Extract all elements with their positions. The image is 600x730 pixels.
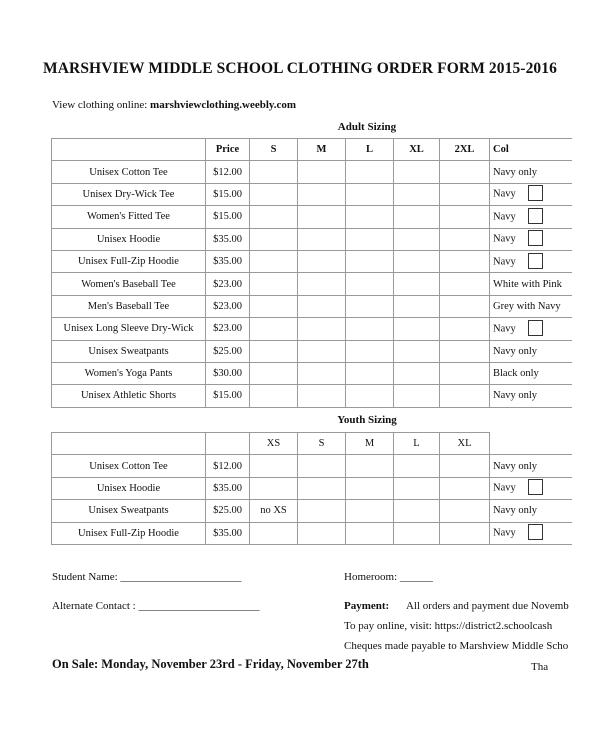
item-price: $35.00: [206, 250, 250, 272]
adult-sizing-table: [51, 138, 572, 408]
on-sale-text: On Sale: Monday, November 23rd - Friday, November 27th: [52, 657, 369, 671]
header-m: M: [346, 433, 394, 455]
qty-xs-cell[interactable]: [250, 522, 298, 544]
qty-s-cell[interactable]: [250, 295, 298, 317]
online-label: View clothing online:: [52, 99, 148, 111]
qty-m-cell[interactable]: [346, 522, 394, 544]
color-cell: [490, 295, 572, 317]
qty-xl-cell[interactable]: [440, 500, 490, 522]
qty-m-cell[interactable]: [298, 161, 346, 183]
qty-l-cell[interactable]: [394, 500, 440, 522]
qty-l-cell[interactable]: [346, 228, 394, 250]
qty-m-cell[interactable]: [298, 273, 346, 295]
table-row: [52, 340, 572, 362]
adult-sizing-label: Adult Sizing: [337, 121, 397, 133]
qty-l-cell[interactable]: [346, 250, 394, 272]
header-item-cell: [52, 433, 206, 455]
item-price: $12.00: [206, 161, 250, 183]
table-row: [52, 161, 572, 183]
qty-l-cell[interactable]: [346, 340, 394, 362]
table-row: [52, 228, 572, 250]
qty-xl-cell[interactable]: [394, 340, 440, 362]
qty-m-cell[interactable]: [298, 183, 346, 205]
youth-sizing-table: [51, 432, 572, 545]
qty-xs-cell[interactable]: [250, 477, 298, 499]
table-row: [52, 295, 572, 317]
qty-m-cell[interactable]: [298, 228, 346, 250]
online-line: [52, 99, 296, 111]
item-name: Unisex Sweatpants: [52, 340, 206, 362]
item-name: Women's Baseball Tee: [52, 273, 206, 295]
qty-xs-cell[interactable]: [250, 455, 298, 477]
qty-2xl-cell[interactable]: [440, 183, 490, 205]
thanks-text: Tha: [531, 661, 549, 673]
student-name-field[interactable]: Student Name: ______________________: [52, 571, 242, 583]
qty-m-cell[interactable]: [346, 455, 394, 477]
color-label: Grey with Navy: [493, 300, 561, 312]
color-checkbox[interactable]: [528, 208, 543, 224]
qty-xl-cell[interactable]: [440, 477, 490, 499]
qty-xl-cell[interactable]: [394, 295, 440, 317]
header-xl: XL: [394, 139, 440, 161]
qty-l-cell[interactable]: [346, 161, 394, 183]
color-label: Navy: [493, 256, 516, 268]
color-label: Navy only: [493, 460, 538, 472]
qty-l-cell[interactable]: [394, 522, 440, 544]
item-price: $23.00: [206, 295, 250, 317]
color-label: Navy only: [493, 505, 538, 517]
item-price: $30.00: [206, 362, 250, 384]
header-price: Price: [206, 139, 250, 161]
item-name: Unisex Sweatpants: [52, 500, 206, 522]
qty-s-cell[interactable]: [250, 250, 298, 272]
item-name: Unisex Cotton Tee: [52, 455, 206, 477]
item-price: $15.00: [206, 183, 250, 205]
qty-l-cell[interactable]: [394, 477, 440, 499]
table-row: [52, 362, 572, 384]
qty-2xl-cell[interactable]: [440, 318, 490, 340]
qty-xl-cell[interactable]: [394, 183, 440, 205]
table-header-row: [52, 433, 572, 455]
table-header-row: [52, 139, 572, 161]
youth-sizing-label: Youth Sizing: [337, 414, 397, 426]
qty-l-cell[interactable]: [346, 385, 394, 407]
qty-xl-cell[interactable]: [394, 273, 440, 295]
pay-online-text: To pay online, visit: https://district2.schoolcash: [344, 620, 553, 632]
color-cell: [490, 273, 572, 295]
qty-xl-cell[interactable]: [440, 455, 490, 477]
item-name: Unisex Long Sleeve Dry-Wick: [52, 318, 206, 340]
table-row: [52, 500, 572, 522]
item-price: $35.00: [206, 228, 250, 250]
qty-s-cell[interactable]: [250, 362, 298, 384]
item-name: Unisex Hoodie: [52, 477, 206, 499]
qty-xl-cell[interactable]: [440, 522, 490, 544]
header-2xl: 2XL: [440, 139, 490, 161]
color-label: Navy: [493, 527, 516, 539]
color-cell: [490, 183, 572, 205]
color-checkbox[interactable]: [528, 524, 543, 540]
qty-l-cell[interactable]: [346, 362, 394, 384]
item-name: Unisex Athletic Shorts: [52, 385, 206, 407]
header-xl: XL: [440, 433, 490, 455]
qty-xl-cell[interactable]: [394, 385, 440, 407]
item-price: $15.00: [206, 385, 250, 407]
payment-label: Payment:: [344, 600, 390, 612]
header-item-cell: [52, 139, 206, 161]
qty-2xl-cell[interactable]: [440, 362, 490, 384]
alternate-contact-field[interactable]: Alternate Contact : ______________________: [52, 600, 260, 612]
header-s: S: [250, 139, 298, 161]
qty-xl-cell[interactable]: [394, 161, 440, 183]
color-cell: [490, 362, 572, 384]
color-label: Navy only: [493, 345, 538, 357]
color-label: Navy only: [493, 166, 538, 178]
color-checkbox[interactable]: [528, 230, 543, 246]
color-cell: [490, 500, 572, 522]
color-checkbox[interactable]: [528, 185, 543, 201]
cheques-text: Cheques made payable to Marshview Middle Scho: [344, 640, 569, 652]
color-cell: [490, 522, 572, 544]
qty-l-cell[interactable]: [346, 183, 394, 205]
item-name: Unisex Hoodie: [52, 228, 206, 250]
qty-s-cell[interactable]: [250, 206, 298, 228]
qty-xl-cell[interactable]: [394, 318, 440, 340]
item-name: Men's Baseball Tee: [52, 295, 206, 317]
qty-s-cell[interactable]: [298, 477, 346, 499]
color-cell: [490, 206, 572, 228]
color-cell: [490, 477, 572, 499]
table-row: [52, 477, 572, 499]
item-price: $15.00: [206, 206, 250, 228]
qty-s-cell[interactable]: [250, 385, 298, 407]
qty-l-cell[interactable]: [346, 206, 394, 228]
qty-2xl-cell[interactable]: [440, 228, 490, 250]
qty-2xl-cell[interactable]: [440, 340, 490, 362]
qty-s-cell[interactable]: [250, 228, 298, 250]
qty-s-cell[interactable]: [250, 318, 298, 340]
qty-s-cell[interactable]: [250, 161, 298, 183]
qty-2xl-cell[interactable]: [440, 206, 490, 228]
homeroom-field[interactable]: Homeroom: ______: [344, 571, 433, 583]
item-price: $23.00: [206, 273, 250, 295]
qty-2xl-cell[interactable]: [440, 250, 490, 272]
item-price: $35.00: [206, 522, 250, 544]
qty-m-cell[interactable]: [298, 385, 346, 407]
header-l: L: [394, 433, 440, 455]
qty-m-cell[interactable]: [298, 250, 346, 272]
qty-2xl-cell[interactable]: [440, 161, 490, 183]
qty-xl-cell[interactable]: [394, 362, 440, 384]
color-label: Navy only: [493, 390, 538, 402]
color-checkbox[interactable]: [528, 479, 543, 495]
qty-m-cell[interactable]: [298, 318, 346, 340]
item-price: $25.00: [206, 340, 250, 362]
qty-2xl-cell[interactable]: [440, 295, 490, 317]
payment-text: All orders and payment due Novemb: [405, 600, 569, 612]
table-row: [52, 385, 572, 407]
header-m: M: [298, 139, 346, 161]
qty-l-cell[interactable]: [346, 318, 394, 340]
qty-m-cell[interactable]: [298, 295, 346, 317]
qty-m-cell[interactable]: [298, 362, 346, 384]
online-url[interactable]: marshviewclothing.weebly.com: [150, 99, 297, 111]
qty-xl-cell[interactable]: [394, 206, 440, 228]
color-cell: [490, 455, 572, 477]
qty-m-cell[interactable]: [346, 500, 394, 522]
qty-m-cell[interactable]: [298, 206, 346, 228]
header-l: L: [346, 139, 394, 161]
header-s: S: [298, 433, 346, 455]
table-row: [52, 455, 572, 477]
color-label: Navy: [493, 323, 516, 335]
item-price: $23.00: [206, 318, 250, 340]
color-cell: [490, 340, 572, 362]
item-name: Unisex Cotton Tee: [52, 161, 206, 183]
header-color-cell: [490, 433, 572, 455]
qty-s-cell[interactable]: [250, 183, 298, 205]
header-xs: XS: [250, 433, 298, 455]
item-price: $25.00: [206, 500, 250, 522]
item-name: Women's Yoga Pants: [52, 362, 206, 384]
qty-s-cell[interactable]: [250, 273, 298, 295]
item-name: Unisex Full-Zip Hoodie: [52, 522, 206, 544]
color-label: Navy: [493, 188, 516, 200]
qty-2xl-cell[interactable]: [440, 385, 490, 407]
item-price: $12.00: [206, 455, 250, 477]
table-row: [52, 250, 572, 272]
color-label: Navy: [493, 482, 516, 494]
item-price: $35.00: [206, 477, 250, 499]
table-row: [52, 318, 572, 340]
qty-l-cell[interactable]: [346, 273, 394, 295]
table-row: [52, 206, 572, 228]
color-cell: [490, 318, 572, 340]
color-cell: [490, 250, 572, 272]
qty-2xl-cell[interactable]: [440, 273, 490, 295]
item-name: Unisex Dry-Wick Tee: [52, 183, 206, 205]
item-name: Unisex Full-Zip Hoodie: [52, 250, 206, 272]
page-title: MARSHVIEW MIDDLE SCHOOL CLOTHING ORDER FORM 2015-2016: [43, 60, 557, 77]
qty-s-cell[interactable]: [298, 455, 346, 477]
qty-s-cell[interactable]: [298, 500, 346, 522]
qty-l-cell[interactable]: [346, 295, 394, 317]
color-label: Navy: [493, 211, 516, 223]
qty-xs-cell[interactable]: no XS: [250, 500, 298, 522]
payment-line: [344, 600, 569, 612]
color-cell: [490, 385, 572, 407]
item-name: Women's Fitted Tee: [52, 206, 206, 228]
qty-m-cell[interactable]: [346, 477, 394, 499]
header-color: Col: [490, 139, 572, 161]
header-price-cell: [206, 433, 250, 455]
color-cell: [490, 228, 572, 250]
qty-xl-cell[interactable]: [394, 250, 440, 272]
color-label: Black only: [493, 368, 539, 380]
qty-m-cell[interactable]: [298, 340, 346, 362]
qty-s-cell[interactable]: [298, 522, 346, 544]
table-row: [52, 522, 572, 544]
table-row: [52, 273, 572, 295]
qty-l-cell[interactable]: [394, 455, 440, 477]
table-row: [52, 183, 572, 205]
color-checkbox[interactable]: [528, 320, 543, 336]
color-checkbox[interactable]: [528, 253, 543, 269]
color-label: Navy: [493, 233, 516, 245]
qty-s-cell[interactable]: [250, 340, 298, 362]
color-label: White with Pink: [493, 278, 562, 290]
color-cell: [490, 161, 572, 183]
qty-xl-cell[interactable]: [394, 228, 440, 250]
